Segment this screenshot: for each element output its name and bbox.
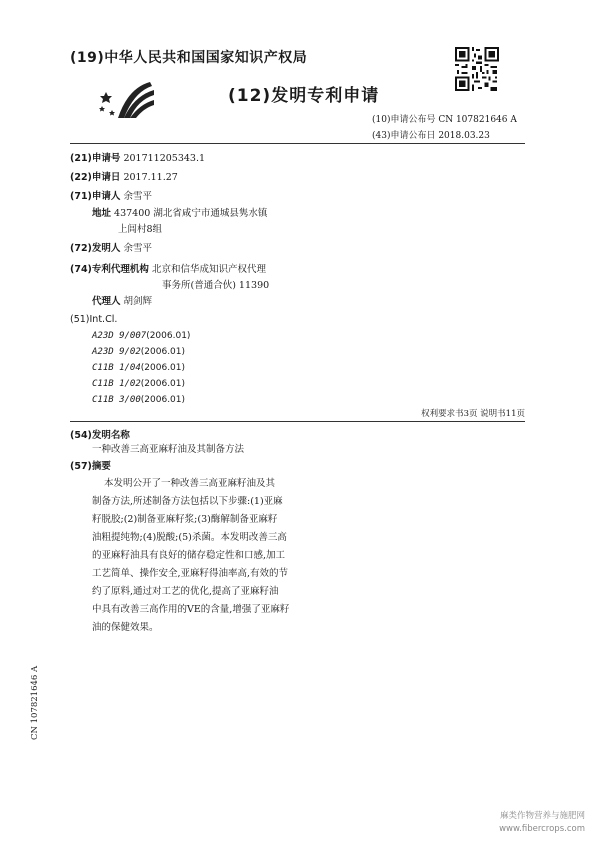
side-publication-number: CN 107821646 A: [30, 665, 40, 740]
publication-number: (10)申请公布号 CN 107821646 A: [372, 115, 517, 125]
header-divider: [70, 143, 525, 144]
agent-label: 代理人: [92, 296, 121, 307]
application-date-label: (22)申请日: [70, 172, 121, 183]
cnipa-logo-icon: [98, 78, 156, 124]
agency-label: (74)专利代理机构: [70, 264, 149, 275]
watermark-line2: www.fibercrops.com: [499, 824, 585, 834]
applicant-row: [70, 188, 152, 202]
body-divider: [70, 421, 525, 422]
ipc-entry: [92, 363, 185, 373]
abstract-line: 油粗提纯物;(4)脱酸;(5)杀菌。本发明改善三高: [92, 532, 287, 543]
invention-title-label-text: (54)发明名称: [70, 430, 130, 441]
agency-line2: [162, 277, 269, 291]
agency-line2-text: 事务所(普通合伙) 11390: [162, 280, 270, 291]
document-type-title: (12)发明专利申请: [228, 86, 380, 106]
ipc-code: C11B 3/00: [92, 395, 141, 405]
abstract-line: 的亚麻籽油具有良好的储存稳定性和口感,加工: [92, 550, 286, 561]
address-label: 地址: [92, 208, 112, 219]
application-number-row: [70, 150, 205, 164]
application-number-label: (21)申请号: [70, 153, 121, 164]
agent-name: 胡剑辉: [123, 296, 153, 307]
invention-title-label: [70, 427, 130, 441]
address-line2-text: 上闾村8组: [118, 224, 163, 235]
abstract-label-text: (57)摘要: [70, 461, 111, 472]
applicant-label: (71)申请人: [70, 191, 121, 202]
publication-date: (43)申请公布日 2018.03.23: [372, 131, 490, 141]
invention-title: 一种改善三高亚麻籽油及其制备方法: [92, 444, 245, 455]
ipc-entry: [92, 331, 190, 341]
address-line1: 437400 湖北省咸宁市通城县隽水镇: [114, 208, 268, 219]
abstract-line: 约了原料,通过对工艺的优化,提高了亚麻籽油: [92, 586, 279, 597]
agency-line1: 北京和信华成知识产权代理: [151, 264, 266, 275]
ipc-label: (51)Int.Cl.: [70, 314, 118, 325]
agent-row: [92, 293, 152, 307]
ipc-entry: [92, 395, 185, 405]
ipc-entry: [92, 347, 185, 357]
abstract-label: [70, 458, 111, 472]
application-number: 201711205343.1: [123, 153, 206, 164]
abstract-line: 籽脱胶;(2)制备亚麻籽浆;(3)酶解制备亚麻籽: [92, 514, 278, 525]
address-line2: [118, 221, 162, 235]
inventor-name: 余雪平: [123, 243, 152, 254]
ipc-code: C11B 1/02: [92, 379, 141, 389]
abstract-line: 油的保健效果。: [92, 622, 159, 633]
office-name: (19)中华人民共和国国家知识产权局: [70, 50, 308, 66]
application-date-row: [70, 169, 178, 183]
application-date: 2017.11.27: [123, 172, 178, 183]
ipc-year: (2006.01): [140, 347, 186, 357]
ipc-code: A23D 9/02: [92, 347, 141, 357]
abstract-line: 本发明公开了一种改善三高亚麻籽油及其: [104, 478, 276, 489]
ipc-year: (2006.01): [140, 379, 186, 389]
ipc-code: C11B 1/04: [92, 363, 141, 373]
watermark: [499, 810, 585, 836]
qr-code-icon: [455, 47, 499, 91]
abstract-line: 制备方法,所述制备方法包括以下步骤:(1)亚麻: [92, 496, 283, 507]
abstract-line: 中具有改善三高作用的VE的含量,增强了亚麻籽: [92, 604, 290, 615]
ipc-year: (2006.01): [140, 363, 186, 373]
applicant-name: 余雪平: [123, 191, 152, 202]
ipc-entry: [92, 379, 185, 389]
abstract-line: 工艺简单、操作安全,亚麻籽得油率高,有效的节: [92, 568, 289, 579]
agency-row: [70, 261, 266, 275]
watermark-line1: 麻类作物营养与施肥网: [499, 811, 585, 821]
address-row: [92, 205, 267, 219]
inventor-row: [70, 240, 152, 254]
ipc-year: (2006.01): [140, 395, 186, 405]
page-count: 权利要求书3页 说明书11页: [421, 409, 525, 419]
ipc-year: (2006.01): [146, 331, 191, 341]
ipc-code: A23D 9/007: [92, 331, 147, 341]
inventor-label: (72)发明人: [70, 243, 121, 254]
